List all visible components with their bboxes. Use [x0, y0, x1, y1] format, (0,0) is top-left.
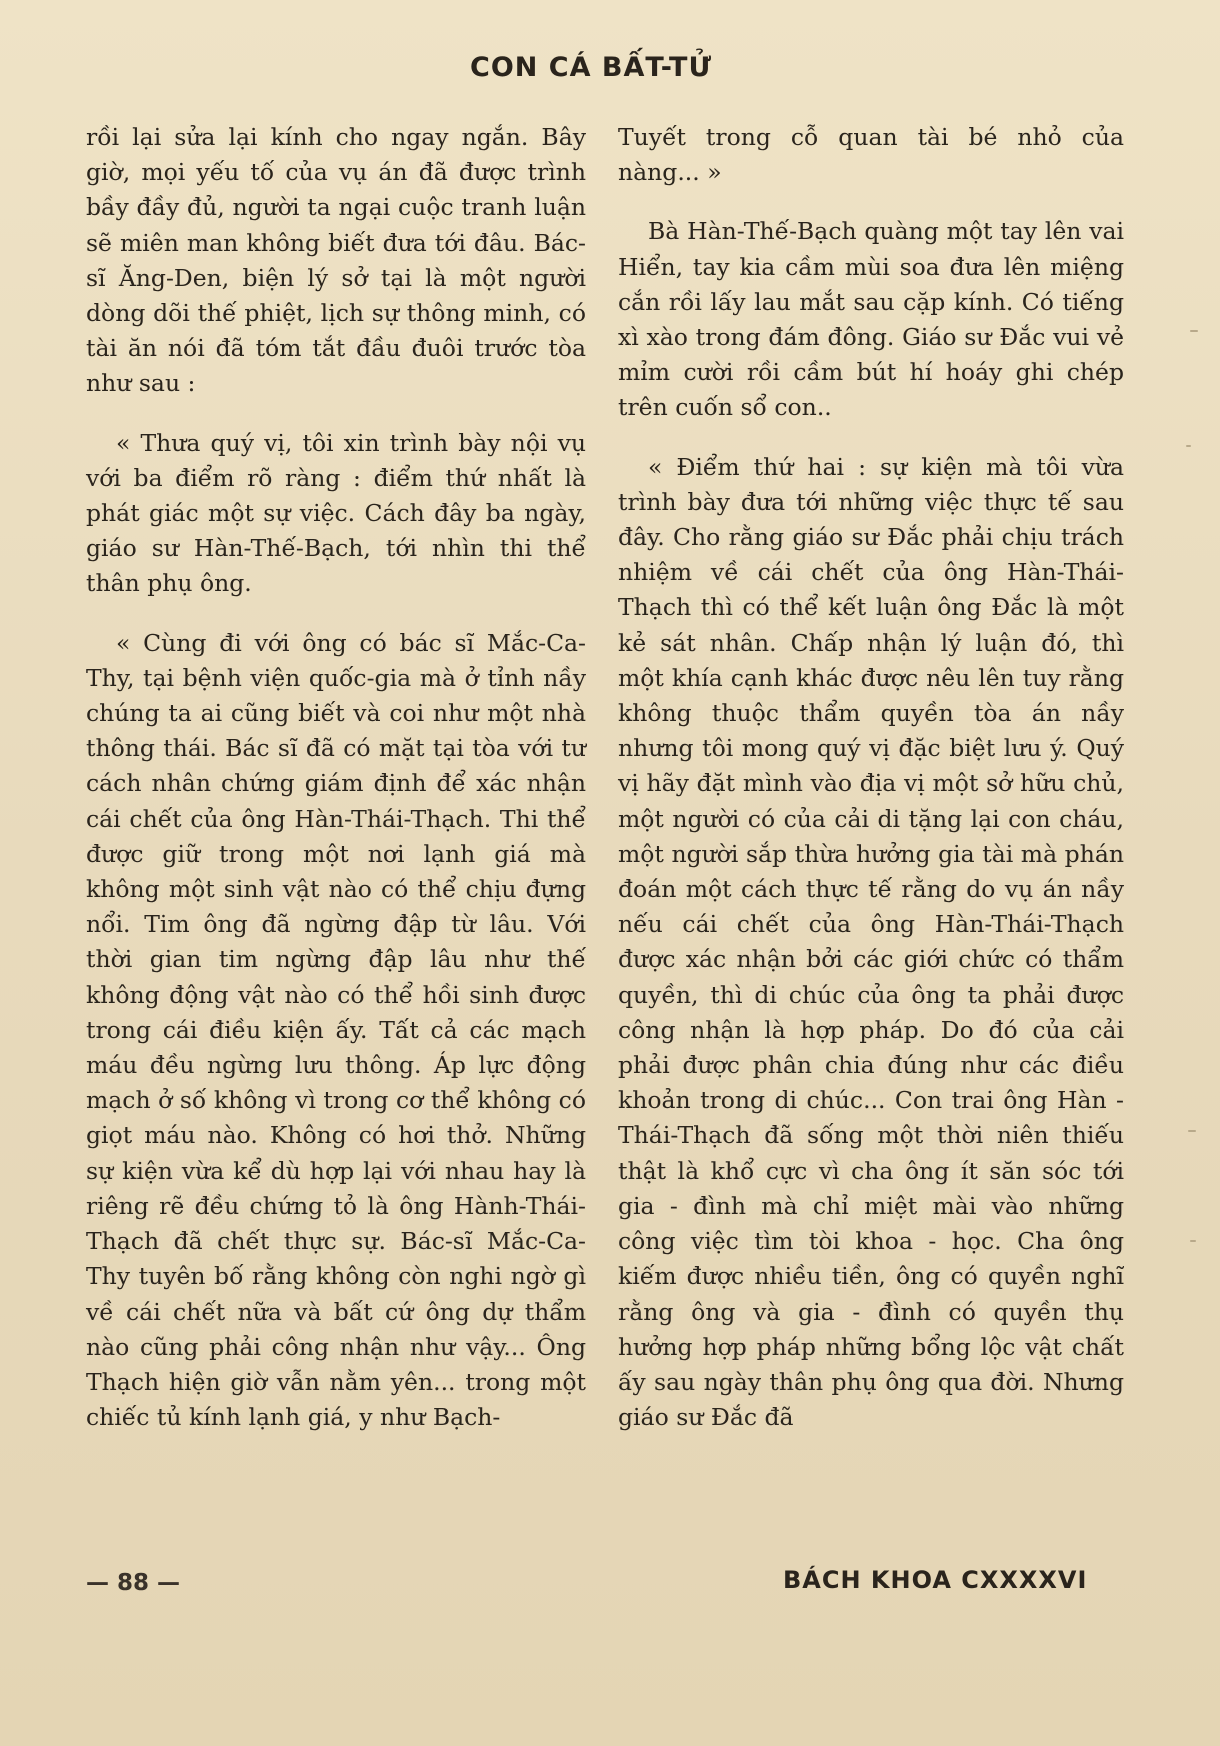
paper-speck — [1188, 1130, 1196, 1132]
left-column — [86, 120, 586, 1435]
page-number: — 88 — — [86, 1570, 181, 1596]
paragraph: « Thưa quý vị, tôi xin trình bày nội vụ với ba điểm rõ ràng : điểm thứ nhất là phát giác một sự việc. Cách đây ba ngày, giáo sư Hàn-Thế-Bạch, tới nhìn thi thể thân phụ ông. — [86, 428, 586, 598]
right-column — [618, 120, 1124, 1435]
paper-speck — [1190, 1240, 1196, 1242]
paragraph: Bà Hàn-Thế-Bạch quàng một tay lên vai Hiển, tay kia cầm mùi soa đưa lên miệng cắn rồi lấy lau mắt sau cặp kính. Có tiếng xì xào trong đám đông. Giáo sư Đắc vui vẻ mỉm cười rồi cầm bút hí hoáy ghi chép trên cuốn sổ con.. — [618, 217, 1124, 422]
paragraph: « Điểm thứ hai : sự kiện mà tôi vừa trình bày đưa tới những việc thực tế sau đây. Cho rằng giáo sư Đắc phải chịu trách nhiệm về cái chết của ông Hàn-Thái-Thạch thì có thể kết luận ông Đắc là một kẻ sát nhân. Chấp nhận lý luận đó, thì một khía cạnh khác được nêu lên tuy rằng không thuộc thẩm quyền tòa án nầy nhưng tôi mong quý vị đặc biệt lưu ý. Quý vị hãy đặt mình vào địa vị một sở hữu chủ, một người có của cải di tặng lại con cháu, một người sắp thừa hưởng gia tài mà phán đoán một cách thực tế rằng do vụ án nầy nếu cái chết của ông Hàn-Thái-Thạch được xác nhận bởi các giới chức có thẩm quyền, thì di chúc của ông ta phải được công nhận là hợp pháp. Do đó của cải phải được phân chia đúng như các điều khoản trong di chúc... Con trai ông Hàn - Thái-Thạch đã sống một thời niên thiếu thật là khổ cực vì cha ông ít săn sóc tới gia - đình mà chỉ miệt mài vào những công việc tìm tòi khoa - học. Cha ông kiếm được nhiều tiền, ông có quyền nghĩ rằng ông và gia - đình có quyền thụ hưởng hợp pháp những bổng lộc vật chất ấy sau ngày thân phụ ông qua đời. Nhưng giáo sư Đắc đã — [618, 452, 1124, 1432]
paragraph: Tuyết trong cỗ quan tài bé nhỏ của nàng... » — [618, 123, 1124, 187]
paragraph: « Cùng đi với ông có bác sĩ Mắc-Ca-Thy, tại bệnh viện quốc-gia mà ở tỉnh nầy chúng ta ai cũng biết và coi như một nhà thông thái. Bác sĩ đã có mặt tại tòa với tư cách nhân chứng giám định để xác nhận cái chết của ông Hàn-Thái-Thạch. Thi thể được giữ trong một nơi lạnh giá mà không một sinh vật nào có thể chịu đựng nổi. Tim ông đã ngừng đập từ lâu. Với thời gian tim ngừng đập lâu như thế không động vật nào có thể hồi sinh được trong cái điều kiện ấy. Tất cả các mạch máu đều ngừng lưu thông. Áp lực động mạch ở số không vì trong cơ thể không có giọt máu nào. Không có hơi thở. Những sự kiện vừa kể dù hợp lại với nhau hay là riêng rẽ đều chứng tỏ là ông Hành-Thái-Thạch đã chết thực sự. Bác-sĩ Mắc-Ca-Thy tuyên bố rằng không còn nghi ngờ gì về cái chết nữa và bất cứ ông dự thẩm nào cũng phải công nhận như vậy... Ông Thạch hiện giờ vẫn nằm yên... trong một chiếc tủ kính lạnh giá, y như Bạch- — [86, 628, 586, 1432]
journal-footer: BÁCH KHOA CXXXXVI — [783, 1566, 1088, 1594]
paper-speck — [1186, 445, 1191, 447]
paper-speck — [1190, 330, 1198, 332]
paragraph: rồi lại sửa lại kính cho ngay ngắn. Bây giờ, mọi yếu tố của vụ án đã được trình bầy đầy đủ, người ta ngại cuộc tranh luận sẽ miên man không biết đưa tới đâu. Bác-sĩ Ăng-Den, biện lý sở tại là một người dòng dõi thế phiệt, lịch sự thông minh, có tài ăn nói đã tóm tắt đầu đuôi trước tòa như sau : — [86, 123, 586, 398]
running-title: CON CÁ BẤT-TỬ — [470, 52, 713, 83]
